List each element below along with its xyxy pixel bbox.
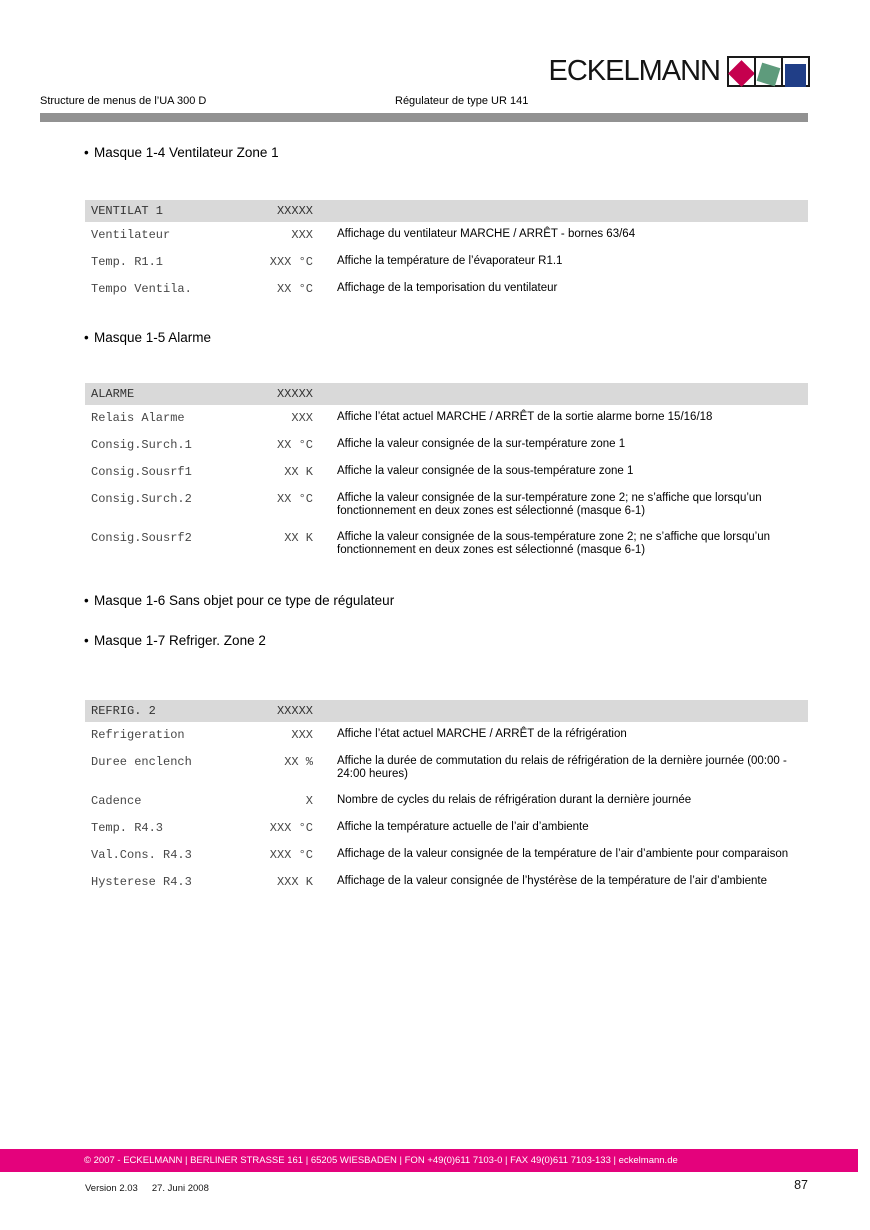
table-body [85, 722, 808, 896]
column-gap [313, 821, 337, 835]
version-line [85, 1183, 223, 1194]
table-row [85, 405, 808, 432]
section-title: Masque 1-4 Ventilateur Zone 1 [94, 145, 279, 160]
row-value: XX °C [276, 282, 313, 296]
table-row [85, 815, 808, 842]
section-heading [84, 591, 870, 611]
footer-bar [0, 1149, 858, 1172]
table-row [85, 459, 808, 486]
table-body [85, 222, 808, 303]
table-header-value: XXXXX [276, 704, 313, 718]
menu-table [85, 383, 808, 564]
section-heading [84, 143, 870, 163]
column-gap [313, 438, 337, 452]
row-value: XX °C [276, 492, 313, 506]
table-header-name: REFRIG. 2 [91, 704, 156, 718]
running-header-left: Structure de menus de l’UA 300 D [40, 95, 207, 107]
column-gap [313, 848, 337, 862]
column-gap [313, 492, 337, 518]
masque-section [0, 591, 870, 611]
row-label: Relais Alarme [91, 411, 185, 425]
menu-table [85, 700, 808, 896]
green-square-icon [757, 62, 781, 86]
table-row [85, 788, 808, 815]
section-title: Masque 1-7 Refriger. Zone 2 [94, 633, 266, 648]
column-gap [313, 875, 337, 889]
logo-wordmark: ECKELMANN [548, 55, 720, 87]
row-value: XXX [291, 728, 313, 742]
table-header-value: XXXXX [276, 204, 313, 218]
row-description: Affiche la valeur consignée de la sur-température zone 2; ne s’affiche que lorsqu’un fonctionnement en deux zones est sélectionné (masque 6-1) [337, 492, 762, 517]
section-title: Masque 1-6 Sans objet pour ce type de régulateur [94, 593, 395, 608]
row-value: XX K [284, 531, 313, 545]
logo-box-green [754, 56, 783, 87]
row-description: Affichage de la valeur consignée de l’hystérèse de la température de l’air d’ambiente [337, 875, 768, 887]
column-gap [313, 282, 337, 296]
row-value: XX % [284, 755, 313, 769]
row-label: Cadence [91, 794, 142, 808]
row-description: Affiche la valeur consignée de la sur-température zone 1 [337, 438, 626, 450]
blue-square-icon [785, 64, 806, 87]
column-gap [313, 755, 337, 781]
bullet-icon: • [84, 145, 89, 160]
row-value: XX K [284, 465, 313, 479]
table-body [85, 405, 808, 564]
table-row [85, 276, 808, 303]
row-label: Hysterese R4.3 [91, 875, 192, 889]
row-value: XXX [291, 228, 313, 242]
section-title: Masque 1-5 Alarme [94, 330, 212, 345]
row-label: Val.Cons. R4.3 [91, 848, 192, 862]
menu-table [85, 200, 808, 303]
table-row [85, 749, 808, 788]
row-value: XX °C [276, 438, 313, 452]
section-heading [84, 328, 870, 348]
row-label: Ventilateur [91, 228, 171, 242]
table-row [85, 249, 808, 276]
table-header-row [85, 383, 808, 405]
masque-section [0, 143, 870, 303]
table-header-row [85, 200, 808, 222]
row-label: Temp. R4.3 [91, 821, 164, 835]
table-row [85, 869, 808, 896]
row-value: XXX °C [269, 821, 313, 835]
row-description: Affichage de la valeur consignée de la température de l’air d’ambiente pour comparaison [337, 848, 789, 860]
version-date: 27. Juni 2008 [151, 1183, 209, 1194]
masque-section [0, 328, 870, 564]
table-row [85, 722, 808, 749]
row-description: Affiche la valeur consignée de la sous-température zone 2; ne s’affiche que lorsqu’un fonctionnement en deux zones est sélectionné (masque 6-1) [337, 531, 771, 556]
row-label: Duree enclench [91, 755, 192, 769]
column-gap [313, 255, 337, 269]
row-label: Consig.Sousrf2 [91, 531, 192, 545]
column-gap [313, 465, 337, 479]
eckelmann-logo [548, 54, 810, 88]
column-gap [313, 411, 337, 425]
table-header-row [85, 700, 808, 722]
row-description: Nombre de cycles du relais de réfrigération durant la dernière journée [337, 794, 692, 806]
column-gap [313, 228, 337, 242]
logo-box-blue [781, 56, 810, 87]
row-label: Refrigeration [91, 728, 185, 742]
row-description: Affiche la température de l’évaporateur R1.1 [337, 255, 563, 267]
column-gap [313, 531, 337, 557]
row-label: Tempo Ventila. [91, 282, 192, 296]
row-label: Temp. R1.1 [91, 255, 164, 269]
row-description: Affichage de la temporisation du ventilateur [337, 282, 558, 294]
bullet-icon: • [84, 593, 89, 608]
row-description: Affiche la durée de commutation du relais de réfrigération de la dernière journée (00:00 - 24:00 heures) [337, 755, 787, 780]
header-rule [40, 113, 808, 122]
table-header-value: XXXXX [276, 387, 313, 401]
row-value: XXX [291, 411, 313, 425]
column-gap [313, 794, 337, 808]
row-description: Affiche la température actuelle de l’air d’ambiente [337, 821, 589, 833]
red-diamond-icon [728, 60, 755, 87]
bullet-icon: • [84, 330, 89, 345]
row-value: X [305, 794, 313, 808]
row-value: XXX °C [269, 255, 313, 269]
section-heading [84, 631, 870, 651]
table-row [85, 486, 808, 525]
row-label: Consig.Surch.2 [91, 492, 192, 506]
bullet-icon: • [84, 633, 89, 648]
page-number: 87 [794, 1178, 808, 1192]
table-row [85, 525, 808, 564]
table-row [85, 432, 808, 459]
row-label: Consig.Sousrf1 [91, 465, 192, 479]
row-description: Affichage du ventilateur MARCHE / ARRÊT - bornes 63/64 [337, 228, 636, 240]
row-description: Affiche l’état actuel MARCHE / ARRÊT de la sortie alarme borne 15/16/18 [337, 411, 713, 423]
copyright-text: © 2007 - ECKELMANN | BERLINER STRASSE 161 | 65205 WIESBADEN | FON +49(0)611 7103-0 | FAX 49(0)611 7103-133 | eckelmann.de [84, 1155, 678, 1166]
column-gap [313, 728, 337, 742]
row-description: Affiche la valeur consignée de la sous-température zone 1 [337, 465, 634, 477]
logo-mark-icon [727, 56, 810, 87]
logo-box-red [727, 56, 756, 87]
table-row [85, 842, 808, 869]
table-header-name: VENTILAT 1 [91, 204, 164, 218]
table-row [85, 222, 808, 249]
running-header-center: Régulateur de type UR 141 [395, 95, 529, 107]
table-header-name: ALARME [91, 387, 135, 401]
masque-section [0, 631, 870, 896]
row-value: XXX °C [269, 848, 313, 862]
version-label: Version 2.03 [85, 1183, 138, 1194]
row-description: Affiche l’état actuel MARCHE / ARRÊT de la réfrigération [337, 728, 627, 740]
row-value: XXX K [276, 875, 313, 889]
row-label: Consig.Surch.1 [91, 438, 192, 452]
